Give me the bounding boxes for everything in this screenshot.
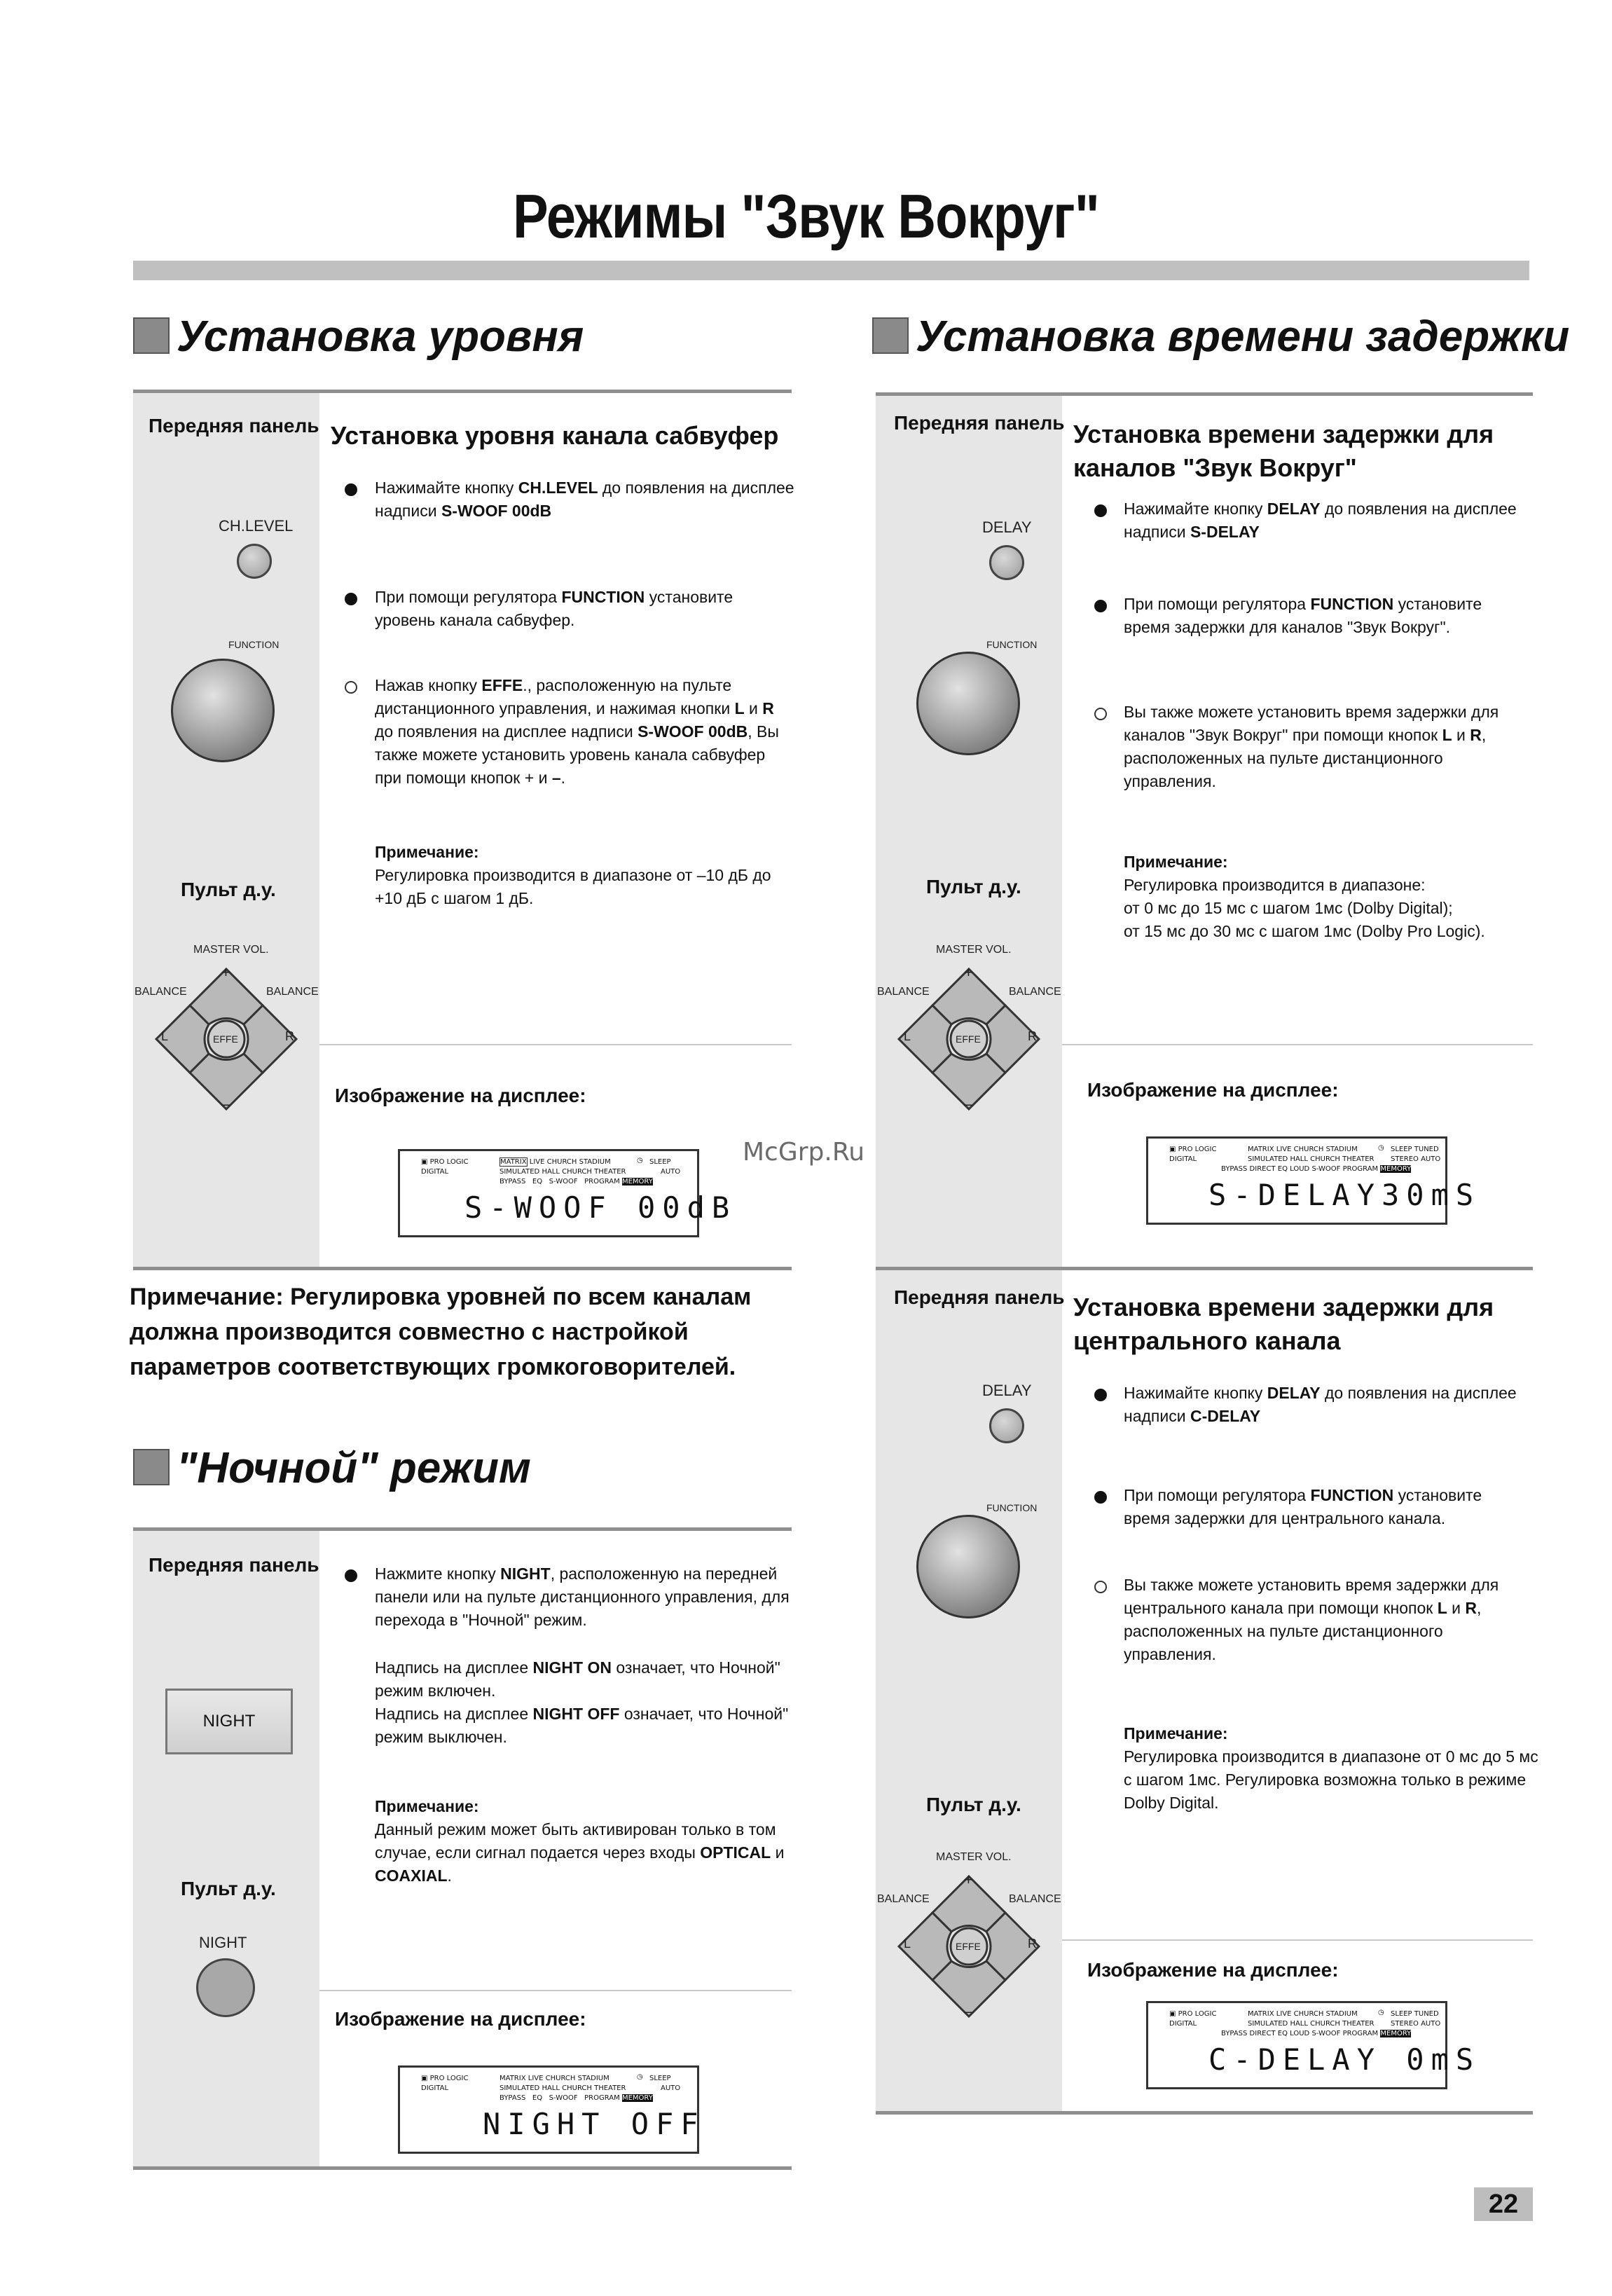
display-image-label: Изображение на дисплее: bbox=[335, 2008, 586, 2030]
delay-label: DELAY bbox=[982, 518, 1032, 536]
front-panel-label: Передняя панель bbox=[149, 415, 319, 436]
bullet-icon bbox=[1094, 1491, 1107, 1504]
surround-note-text: Регулировка производится в диапазоне: от 0 мс до 15 мс с шагом 1мс (Dolby Digital); от 15 мс до 30 мс с шагом 1мс (Dolby Pro Logic). bbox=[1124, 876, 1485, 940]
divider bbox=[319, 1990, 792, 1991]
lcd-main-text: S-WOOF 00dB bbox=[464, 1190, 737, 1225]
function-label: FUNCTION bbox=[986, 1502, 1038, 1513]
delay-button[interactable] bbox=[989, 1408, 1024, 1443]
surround-delay-subheading: Установка времени задержки для каналов "Звук Вокруг" bbox=[1073, 420, 1494, 482]
lcd-pro-logic: ▣ PRO LOGIC bbox=[421, 1158, 469, 1166]
lcd-auto: AUTO bbox=[661, 1168, 681, 1176]
balance-left-label: BALANCE bbox=[135, 986, 187, 998]
night-front-button[interactable]: NIGHT bbox=[165, 1689, 293, 1754]
open-bullet-icon bbox=[1094, 1581, 1107, 1593]
lcd-stereo-auto: STEREO AUTO bbox=[1391, 2020, 1441, 2028]
general-note: Примечание: Регулировка уровней по всем каналам должна производится совместно с настройкой параметров соответствующих громкоговорителей. bbox=[130, 1284, 752, 1380]
lcd-display-night bbox=[398, 2065, 705, 2154]
function-label: FUNCTION bbox=[986, 639, 1038, 650]
master-vol-label: MASTER VOL. bbox=[936, 944, 1012, 956]
center-step-2: При помощи регулятора FUNCTION установите время задержки для центрального канала. bbox=[1124, 1486, 1482, 1527]
minus-label: – bbox=[964, 2002, 973, 2020]
lcd-main-text: NIGHT OFF bbox=[483, 2107, 705, 2141]
l-button-label[interactable]: L bbox=[161, 1029, 169, 1043]
lcd-digital: DIGITAL bbox=[1169, 2020, 1197, 2028]
lcd-digital: DIGITAL bbox=[421, 2084, 449, 2092]
lcd-sleep-tuned: SLEEP TUNED bbox=[1391, 1146, 1439, 1153]
surround-step-3: Вы также можете установить время задержки для каналов "Звук Вокруг" при помощи кнопок L и R, расположенных на пульте дистанционного управления. bbox=[1124, 703, 1499, 790]
lcd-display-center-delay bbox=[1146, 2001, 1481, 2089]
lcd-mode-row-1: MATRIX LIVE CHURCH STADIUM bbox=[1248, 1146, 1358, 1153]
function-knob[interactable] bbox=[171, 659, 275, 762]
lcd-mode-row-2: SIMULATED HALL CHURCH THEATER bbox=[1248, 2020, 1375, 2028]
r-button-label[interactable]: R bbox=[1028, 1937, 1037, 1951]
master-vol-label: MASTER VOL. bbox=[936, 1851, 1012, 1863]
level-step-2: При помощи регулятора FUNCTION установите уровень канала сабвуфер. bbox=[375, 588, 733, 629]
r-button-label[interactable]: R bbox=[1028, 1029, 1037, 1043]
clock-icon: ◷ bbox=[637, 1157, 643, 1164]
night-on-text: Надпись на дисплее NIGHT ON означает, что Ночной" режим включен. bbox=[375, 1658, 780, 1700]
balance-right-label: BALANCE bbox=[266, 986, 319, 998]
page-number: 22 bbox=[1474, 2187, 1533, 2221]
plus-label: + bbox=[221, 963, 230, 981]
lcd-main-text: C-DELAY 0mS bbox=[1208, 2042, 1481, 2077]
display-image-label: Изображение на дисплее: bbox=[1087, 1959, 1339, 1981]
night-note-label: Примечание: bbox=[375, 1797, 479, 1815]
lcd-mode-row-2: SIMULATED HALL CHURCH THEATER bbox=[500, 2084, 626, 2092]
lcd-pro-logic: ▣ PRO LOGIC bbox=[421, 2075, 469, 2082]
divider bbox=[133, 2166, 792, 2170]
right-panel-column bbox=[876, 396, 1065, 1269]
l-button-label[interactable]: L bbox=[904, 1029, 911, 1043]
minus-label: – bbox=[221, 1095, 230, 1113]
remote-label: Пульт д.у. bbox=[926, 876, 1021, 898]
center-step-3: Вы также можете установить время задержки для центрального канала при помощи кнопок L и R, расположенных на пульте дистанционного управления. bbox=[1124, 1576, 1499, 1663]
function-label: FUNCTION bbox=[228, 639, 280, 650]
night-off-text: Надпись на дисплее NIGHT OFF означает, что Ночной" режим выключен. bbox=[375, 1705, 789, 1746]
front-panel-label: Передняя панель bbox=[149, 1554, 319, 1576]
lcd-sleep-tuned: SLEEP TUNED bbox=[1391, 2010, 1439, 2018]
section-square-icon bbox=[133, 1449, 170, 1485]
lcd-display-level bbox=[398, 1149, 737, 1237]
lcd-mode-row-1: MATRIX LIVE CHURCH STADIUM bbox=[500, 2075, 609, 2082]
display-image-label: Изображение на дисплее: bbox=[1087, 1079, 1339, 1101]
delay-button[interactable] bbox=[989, 545, 1024, 580]
effe-button-label[interactable]: EFFE bbox=[956, 1941, 981, 1952]
night-remote-button[interactable] bbox=[196, 1958, 255, 2017]
section-heading-level bbox=[133, 312, 584, 362]
display-image-label: Изображение на дисплее: bbox=[335, 1085, 586, 1106]
center-delay-subheading: Установка времени задержки для центрального канала bbox=[1073, 1293, 1494, 1355]
night-remote-label: NIGHT bbox=[199, 1934, 247, 1951]
center-note-label: Примечание: bbox=[1124, 1724, 1228, 1742]
effe-button-label[interactable]: EFFE bbox=[956, 1033, 981, 1045]
lcd-digital: DIGITAL bbox=[1169, 1155, 1197, 1163]
surround-step-1: Нажимайте кнопку DELAY до появления на дисплее надписи S-DELAY bbox=[1124, 500, 1517, 541]
lcd-sleep: SLEEP bbox=[649, 2075, 671, 2082]
balance-right-label: BALANCE bbox=[1009, 986, 1061, 998]
divider bbox=[1062, 1939, 1533, 1941]
surround-step-2: При помощи регулятора FUNCTION установите время задержки для каналов "Звук Вокруг". bbox=[1124, 595, 1482, 636]
night-step-1: Нажмите кнопку NIGHT, расположенную на передней панели или на пульте дистанционного управления, для перехода в "Ночной" режим. bbox=[375, 1565, 790, 1629]
l-button-label[interactable]: L bbox=[904, 1937, 911, 1951]
function-knob[interactable] bbox=[916, 1515, 1020, 1618]
bullet-icon bbox=[345, 1569, 357, 1582]
remote-label: Пульт д.у. bbox=[181, 879, 276, 900]
minus-label: – bbox=[964, 1095, 973, 1113]
title-rule bbox=[133, 261, 1529, 280]
ch-level-label: CH.LEVEL bbox=[219, 517, 294, 535]
front-panel-label: Передняя панель bbox=[894, 1286, 1065, 1308]
delay-label: DELAY bbox=[982, 1382, 1032, 1399]
lcd-sleep: SLEEP bbox=[649, 1158, 671, 1166]
plus-label: + bbox=[964, 1871, 973, 1888]
section-heading-text: Установка времени задержки bbox=[916, 312, 1570, 361]
master-vol-label: MASTER VOL. bbox=[193, 944, 269, 956]
level-note-label: Примечание: bbox=[375, 843, 479, 861]
section-heading-text: Установка уровня bbox=[177, 312, 584, 361]
bullet-icon bbox=[1094, 600, 1107, 612]
section-square-icon bbox=[872, 317, 909, 354]
center-step-1: Нажимайте кнопку DELAY до появления на дисплее надписи C-DELAY bbox=[1124, 1384, 1517, 1425]
lcd-digital: DIGITAL bbox=[421, 1168, 449, 1176]
lcd-mode-row-3: BYPASS EQ S-WOOF PROGRAM MEMORY bbox=[500, 1178, 653, 1185]
remote-pad bbox=[876, 942, 1062, 1132]
balance-right-label: BALANCE bbox=[1009, 1893, 1061, 1905]
lcd-auto: AUTO bbox=[661, 2084, 681, 2092]
bullet-icon bbox=[1094, 1389, 1107, 1401]
bullet-icon bbox=[345, 593, 357, 605]
section-heading-night bbox=[133, 1443, 531, 1493]
balance-left-label: BALANCE bbox=[877, 986, 930, 998]
lcd-pro-logic: ▣ PRO LOGIC bbox=[1169, 1146, 1217, 1153]
level-step-3: Нажав кнопку EFFE., расположенную на пульте дистанционного управления, и нажимая кнопки L и R до появления на дисплее надписи S-WOOF 00dB, Вы также можете установить уровень канала сабвуфер при помощи кнопок + и –. bbox=[375, 676, 779, 787]
divider bbox=[1062, 1044, 1533, 1045]
clock-icon: ◷ bbox=[1378, 2009, 1384, 2016]
divider bbox=[319, 1044, 792, 1045]
surround-note-label: Примечание: bbox=[1124, 853, 1228, 871]
night-note-text: Данный режим может быть активирован только в том случае, если сигнал подается через входы OPTICAL и COAXIAL. bbox=[375, 1820, 785, 1885]
open-bullet-icon bbox=[1094, 708, 1107, 720]
lcd-stereo-auto: STEREO AUTO bbox=[1391, 1155, 1441, 1163]
section-square-icon bbox=[133, 317, 170, 354]
section-heading-delay bbox=[872, 312, 1569, 362]
lcd-mode-row-1: MATRIX LIVE CHURCH STADIUM bbox=[500, 1158, 611, 1166]
clock-icon: ◷ bbox=[637, 2073, 643, 2081]
level-note-text: Регулировка производится в диапазоне от –10 дБ до +10 дБ с шагом 1 дБ. bbox=[375, 866, 771, 907]
divider bbox=[133, 1267, 792, 1270]
lcd-mode-row-3: BYPASS EQ S-WOOF PROGRAM MEMORY bbox=[500, 2094, 653, 2102]
r-button-label[interactable]: R bbox=[285, 1029, 294, 1043]
lcd-mode-row-3: BYPASS DIRECT EQ LOUD S-WOOF PROGRAM MEMORY bbox=[1221, 2030, 1412, 2037]
watermark: McGrp.Ru bbox=[743, 1138, 865, 1167]
remote-pad bbox=[876, 1850, 1062, 2039]
remote-pad bbox=[133, 942, 319, 1132]
open-bullet-icon bbox=[345, 681, 357, 694]
lcd-mode-row-2: SIMULATED HALL CHURCH THEATER bbox=[1248, 1155, 1375, 1163]
lcd-mode-row-2: SIMULATED HALL CHURCH THEATER bbox=[500, 1168, 626, 1176]
effe-button-label[interactable]: EFFE bbox=[213, 1033, 238, 1045]
lcd-mode-row-1: MATRIX LIVE CHURCH STADIUM bbox=[1248, 2010, 1358, 2018]
divider bbox=[876, 2111, 1533, 2115]
level-step-1: Нажимайте кнопку CH.LEVEL до появления на дисплее надписи S-WOOF 00dB bbox=[375, 479, 794, 520]
front-panel-label: Передняя панель bbox=[894, 412, 1065, 434]
bullet-icon bbox=[1094, 504, 1107, 517]
function-knob[interactable] bbox=[916, 652, 1020, 755]
page-title: Режимы "Звук Вокруг" bbox=[513, 181, 1099, 251]
left-panel-column bbox=[133, 1531, 319, 2168]
lcd-main-text: S-DELAY30mS bbox=[1208, 1178, 1481, 1212]
level-subheading: Установка уровня канала сабвуфер bbox=[331, 421, 779, 450]
bullet-icon bbox=[345, 483, 357, 496]
remote-label: Пульт д.у. bbox=[926, 1794, 1021, 1815]
balance-left-label: BALANCE bbox=[877, 1893, 930, 1905]
lcd-display-surround-delay bbox=[1146, 1136, 1481, 1225]
ch-level-button[interactable] bbox=[237, 544, 272, 579]
section-heading-text: "Ночной" режим bbox=[177, 1444, 531, 1492]
lcd-mode-row-3: BYPASS DIRECT EQ LOUD S-WOOF PROGRAM MEMORY bbox=[1221, 1165, 1412, 1173]
clock-icon: ◷ bbox=[1378, 1144, 1384, 1152]
remote-label: Пульт д.у. bbox=[181, 1878, 276, 1899]
center-note-text: Регулировка производится в диапазоне от 0 мс до 5 мс с шагом 1мс. Регулировка возможна только в режиме Dolby Digital. bbox=[1124, 1747, 1538, 1812]
lcd-pro-logic: ▣ PRO LOGIC bbox=[1169, 2010, 1217, 2018]
plus-label: + bbox=[964, 963, 973, 981]
